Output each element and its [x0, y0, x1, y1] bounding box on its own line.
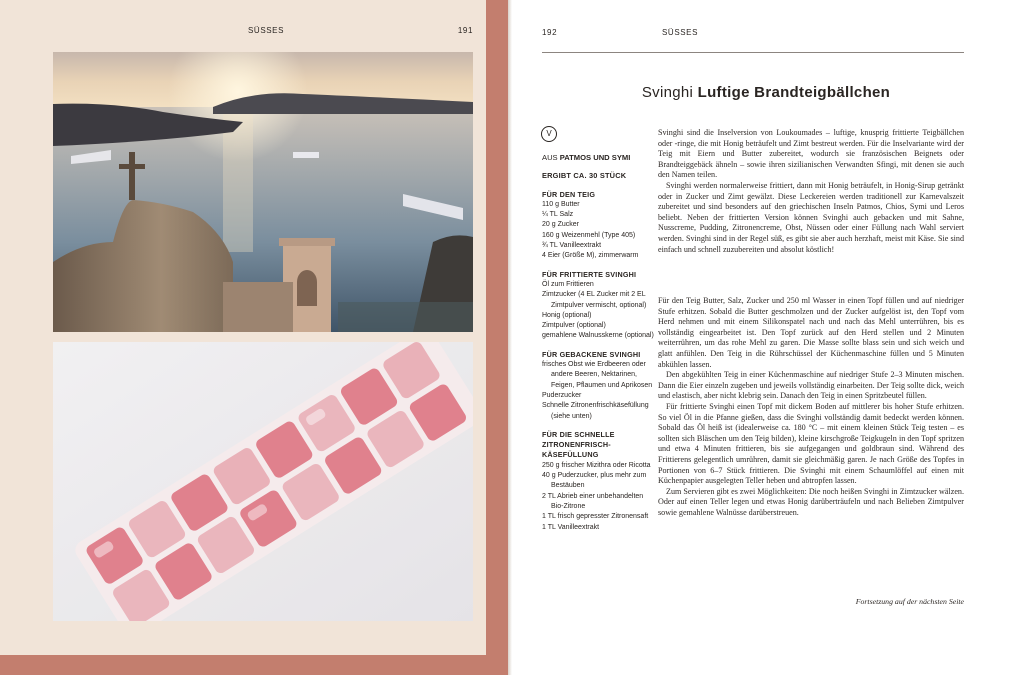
method-paragraph: Zum Servieren gibt es zwei Möglichkeiten: Die noch heißen Svinghi in Zimtzucker wälzen. Oder auf einen Teller legen und etwas Honig darüberträufeln und nach Belieben Zimtpulver sowie gemahlene Walnüsse darüberstreuen.: [658, 486, 964, 517]
page-number: 191: [457, 26, 473, 35]
ingredient-item: gemahlene Walnusskerne (optional): [542, 332, 654, 340]
recipe-title: [512, 84, 1020, 101]
section-label: SÜSSES: [662, 28, 699, 37]
ingredients-sidebar: [542, 153, 654, 533]
method-paragraph: Den abgekühlten Teig in einer Küchenmaschine auf niedriger Stufe 2–3 Minuten mischen. Dann die Eier einzeln zugeben und jeweils vollständig einarbeiten. Der Teig sollte dick, weich und elastisch, aber nicht klebrig sein. Danach den Teig in einen Spritzbeutel füllen.: [658, 370, 964, 401]
recipe-title-greek: Svinghi: [641, 84, 694, 101]
ingredient-item: Schnelle Zitronenfrischkäsefüllung (siehe unten): [542, 402, 649, 420]
origin-places: PATMOS UND SYMI: [559, 153, 631, 162]
method-paragraph: Für den Teig Butter, Salz, Zucker und 250 ml Wasser in einen Topf füllen und auf niedriger Stufe erhitzen. Sobald die Butter geschmolzen und der Zucker aufgelöst ist, den Topf vom Herd nehmen und mit einem Silikonspatel nach und nach das Mehl unterrühren, bis es vollständig eingearbeitet ist. Den Topf zurück auf den Herd stellen und 2 Minuten weiterrühren, um das rohe Mehl zu garen. Die Masse sollte blass sein und sich weich und glatt anfühlen. Den Teig in die Rührschüssel der Küchenmaschine füllen und 5 Minuten abkühlen lassen.: [658, 296, 964, 369]
ingredient-item: Puderzucker: [542, 391, 582, 399]
yield-line: ERGIBT CA. 30 STÜCK: [542, 171, 627, 181]
ingredient-item: 1 TL frisch gepresster Zitronensaft: [542, 513, 649, 521]
sunset-santorini-photo: [53, 52, 473, 332]
page-number: 192: [542, 28, 558, 37]
ingredient-item: 160 g Weizenmehl (Type 405): [542, 231, 636, 239]
ingredient-item: Zimtpulver (optional): [542, 322, 606, 330]
red-white-sweets-photo: [53, 342, 473, 621]
ingredient-item: ¾ TL Vanilleextrakt: [542, 242, 602, 250]
ingredient-heading: FÜR DEN TEIG: [542, 189, 596, 199]
ingredient-item: Zimtzucker (4 EL Zucker mit 2 EL Zimtpulver vermischt, optional): [542, 291, 647, 309]
intro-paragraph: Svinghi werden normalerweise frittiert, dann mit Honig beträufelt, in Honig-Sirup getränkt oder in Zucker und Zimt gewälzt. Diese Leckereien werden traditionell zur Karnevalszeit zubereitet und sind besonders auf den griechischen Inseln Patmos, Chios, Symi und Leros beliebt. Neben der frittierten Version können Svinghi auch gebacken und mit Sahne, Nusscreme, Pudding, Zitronencreme, Obst, Nüssen oder einer Füllung nach Wahl serviert werden. Svinghi sind in der Regel süß, es gibt sie aber auch herzhaft, meist mit Käse. Sie sind einfach und schnell zuzubereiten und absolut köstlich!: [658, 180, 964, 254]
ingredient-item: ¼ TL Salz: [542, 211, 574, 219]
ingredient-item: 4 Eier (Größe M), zimmerwarm: [542, 252, 639, 260]
ingredient-item: 250 g frischer Mizithra oder Ricotta: [542, 461, 651, 469]
ingredient-item: 2 TL Abrieb einer unbehandelten Bio-Zitrone: [542, 492, 644, 510]
section-label: SÜSSES: [248, 26, 285, 35]
origin-line: AUS PATMOS UND SYMI: [542, 153, 631, 162]
left-page-paper: [0, 0, 486, 655]
ingredient-heading: FÜR FRITTIERTE SVINGHI: [542, 269, 637, 279]
ingredient-item: 110 g Butter: [542, 200, 580, 208]
method-paragraph: Für frittierte Svinghi einen Topf mit dickem Boden auf mittlerer bis hoher Stufe erhitzen. So viel Öl in die Pfanne gießen, dass die Svinghi vollständig damit bedeckt werden können. Sobald das Öl heiß ist (idealerweise ca. 180 °C – mit einem kleinen Stück Teig testen – es sollten sich Bläschen um den Teig bilden), kleine kirschgroße Teigkugeln in den Topf spritzen und etwa 4 Minuten frittieren, bis sie aufgegangen und goldbraun sind. Während des Frittierens gelegentlich umrühren, damit sie gleichmäßig garen. Je nach Größe des Topfes in Portionen von 6–7 Stück frittieren. Die Svinghi mit einem Schaumlöffel auf einen mit Küchenpapier ausgelegten Teller heben und abtropfen lassen.: [658, 401, 964, 486]
vegetarian-icon: V: [541, 126, 557, 142]
continued-note: Fortsetzung auf der nächsten Seite: [855, 597, 964, 606]
ingredient-item: 1 TL Vanilleextrakt: [542, 523, 600, 531]
method-text: [658, 296, 964, 518]
left-page: [0, 0, 508, 675]
ingredient-item: 40 g Puderzucker, plus mehr zum Bestäuben: [542, 472, 647, 490]
intro-paragraph: Svinghi sind die Inselversion von Loukoumades – luftige, knusprig frittierte Teigbällchen oder -ringe, die mit Honig beträufelt und Zimt bestreut werden. Für die Inselvariante wird der Teig mit Eiern und Butter zubereitet, wodurch sie französischen Beignets oder Brandteiggebäck ähneln – sowie ihren sizilianischen Verwandten Sfingi, mit denen sie auch den Namen teilen.: [658, 128, 964, 180]
ingredient-item: frisches Obst wie Erdbeeren oder andere Beeren, Nektarinen, Feigen, Pflaumen und Aprikosen: [542, 361, 653, 389]
right-page: [512, 0, 1020, 675]
ingredient-item: 20 g Zucker: [542, 221, 579, 229]
recipe-title-german: Luftige Brandteigbällchen: [697, 84, 891, 101]
ingredient-heading: FÜR GEBACKENE SVINGHI: [542, 349, 641, 359]
ingredient-heading: FÜR DIE SCHNELLE ZITRONENFRISCH-KÄSEFÜLLUNG: [542, 429, 615, 460]
running-head-right: [542, 28, 964, 53]
ingredient-item: Honig (optional): [542, 311, 592, 319]
intro-text: [658, 128, 964, 255]
ingredient-item: Öl zum Frittieren: [542, 280, 594, 288]
